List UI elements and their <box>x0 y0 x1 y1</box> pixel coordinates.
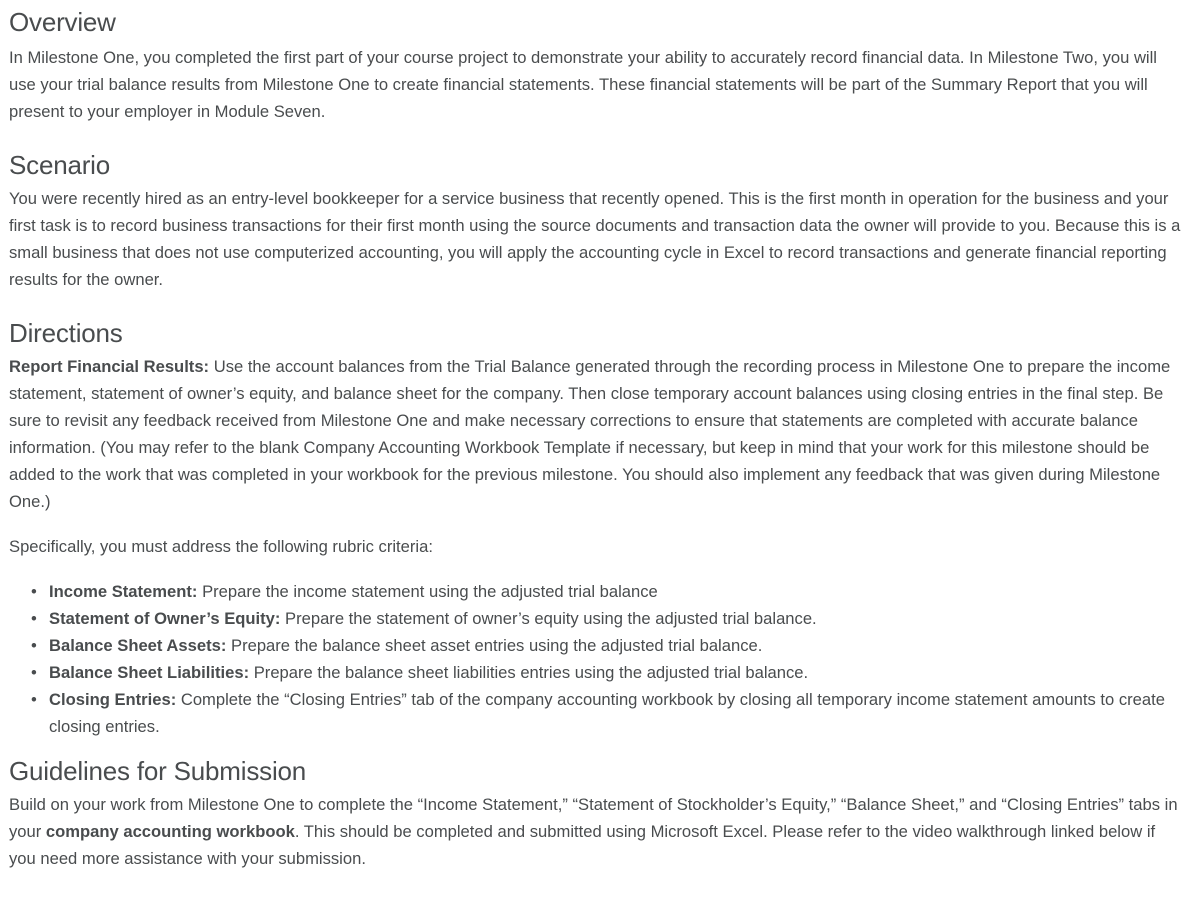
bullet-icon: • <box>31 636 37 655</box>
scenario-section <box>9 149 1182 293</box>
list-item <box>31 605 1182 632</box>
criterion-label: Balance Sheet Assets: <box>49 636 227 655</box>
directions-lead-label: Report Financial Results: <box>9 357 210 376</box>
directions-heading: Directions <box>9 318 123 348</box>
guidelines-text-after: . This should be completed and submitted using Microsoft Excel. Please refer to the video walkthrough linked below if you need more assistance with your submission. <box>9 822 1156 868</box>
list-item <box>31 632 1182 659</box>
list-item <box>31 686 1182 740</box>
directions-body <box>9 353 1182 515</box>
bullet-icon: • <box>31 582 37 601</box>
directions-section <box>9 317 1182 740</box>
bullet-icon: • <box>31 690 37 709</box>
criterion-text: Prepare the income statement using the adjusted trial balance <box>197 582 658 601</box>
scenario-body: You were recently hired as an entry-level bookkeeper for a service business that recently opened. This is the first month in operation for the business and your first task is to record business transactions for their first month using the source documents and transaction data the owner will provide to you. Because this is a small business that does not use computerized accounting, you will apply the accounting cycle in Excel to record transactions and generate financial reporting results for the owner. <box>9 189 1181 289</box>
criterion-text: Prepare the statement of owner’s equity using the adjusted trial balance. <box>280 609 817 628</box>
list-item <box>31 659 1182 686</box>
overview-body: In Milestone One, you completed the first part of your course project to demonstrate your ability to accurately record financial data. In Milestone Two, you will use your trial balance results from Milestone One to create financial statements. These financial statements will be part of the Summary Report that you will present to your employer in Module Seven. <box>9 48 1157 121</box>
criterion-text: Prepare the balance sheet asset entries using the adjusted trial balance. <box>226 636 763 655</box>
bullet-icon: • <box>31 609 37 628</box>
guidelines-body <box>9 791 1182 872</box>
guidelines-text-before: Build on your work from Milestone One to complete the “Income Statement,” “Statement of Stockholder’s Equity,” “Balance Sheet,” and “Closing Entries” tabs in your <box>9 795 1178 841</box>
criterion-text: Complete the “Closing Entries” tab of the company accounting workbook by closing all temporary income statement amounts to create closing entries. <box>49 690 1165 736</box>
criterion-label: Closing Entries: <box>49 690 177 709</box>
criterion-text: Prepare the balance sheet liabilities entries using the adjusted trial balance. <box>249 663 809 682</box>
rubric-criteria-list <box>9 578 1182 740</box>
criterion-label: Statement of Owner’s Equity: <box>49 609 281 628</box>
bullet-icon: • <box>31 663 37 682</box>
guidelines-heading: Guidelines for Submission <box>9 756 307 786</box>
workbook-name: company accounting workbook <box>45 822 295 841</box>
rubric-intro: Specifically, you must address the following rubric criteria: <box>9 537 433 556</box>
overview-section <box>9 0 1182 125</box>
criterion-label: Income Statement: <box>49 582 198 601</box>
scenario-heading: Scenario <box>9 150 111 180</box>
criterion-label: Balance Sheet Liabilities: <box>49 663 250 682</box>
list-item <box>31 578 1182 605</box>
overview-heading: Overview <box>9 7 116 37</box>
directions-lead-text: Use the account balances from the Trial Balance generated through the recording process in Milestone One to prepare the income statement, statement of owner’s equity, and balance sheet for the company. Then close temporary account balances using closing entries in the final step. Be sure to revisit any feedback received from Milestone One and make necessary corrections to ensure that statements are completed with accurate balance information. (You may refer to the blank Company Accounting Workbook Template if necessary, but keep in mind that your work for this milestone should be added to the work that was completed in your workbook for the previous milestone. You should also implement any feedback that was given during Milestone One.) <box>9 357 1171 511</box>
guidelines-section <box>9 755 1182 872</box>
